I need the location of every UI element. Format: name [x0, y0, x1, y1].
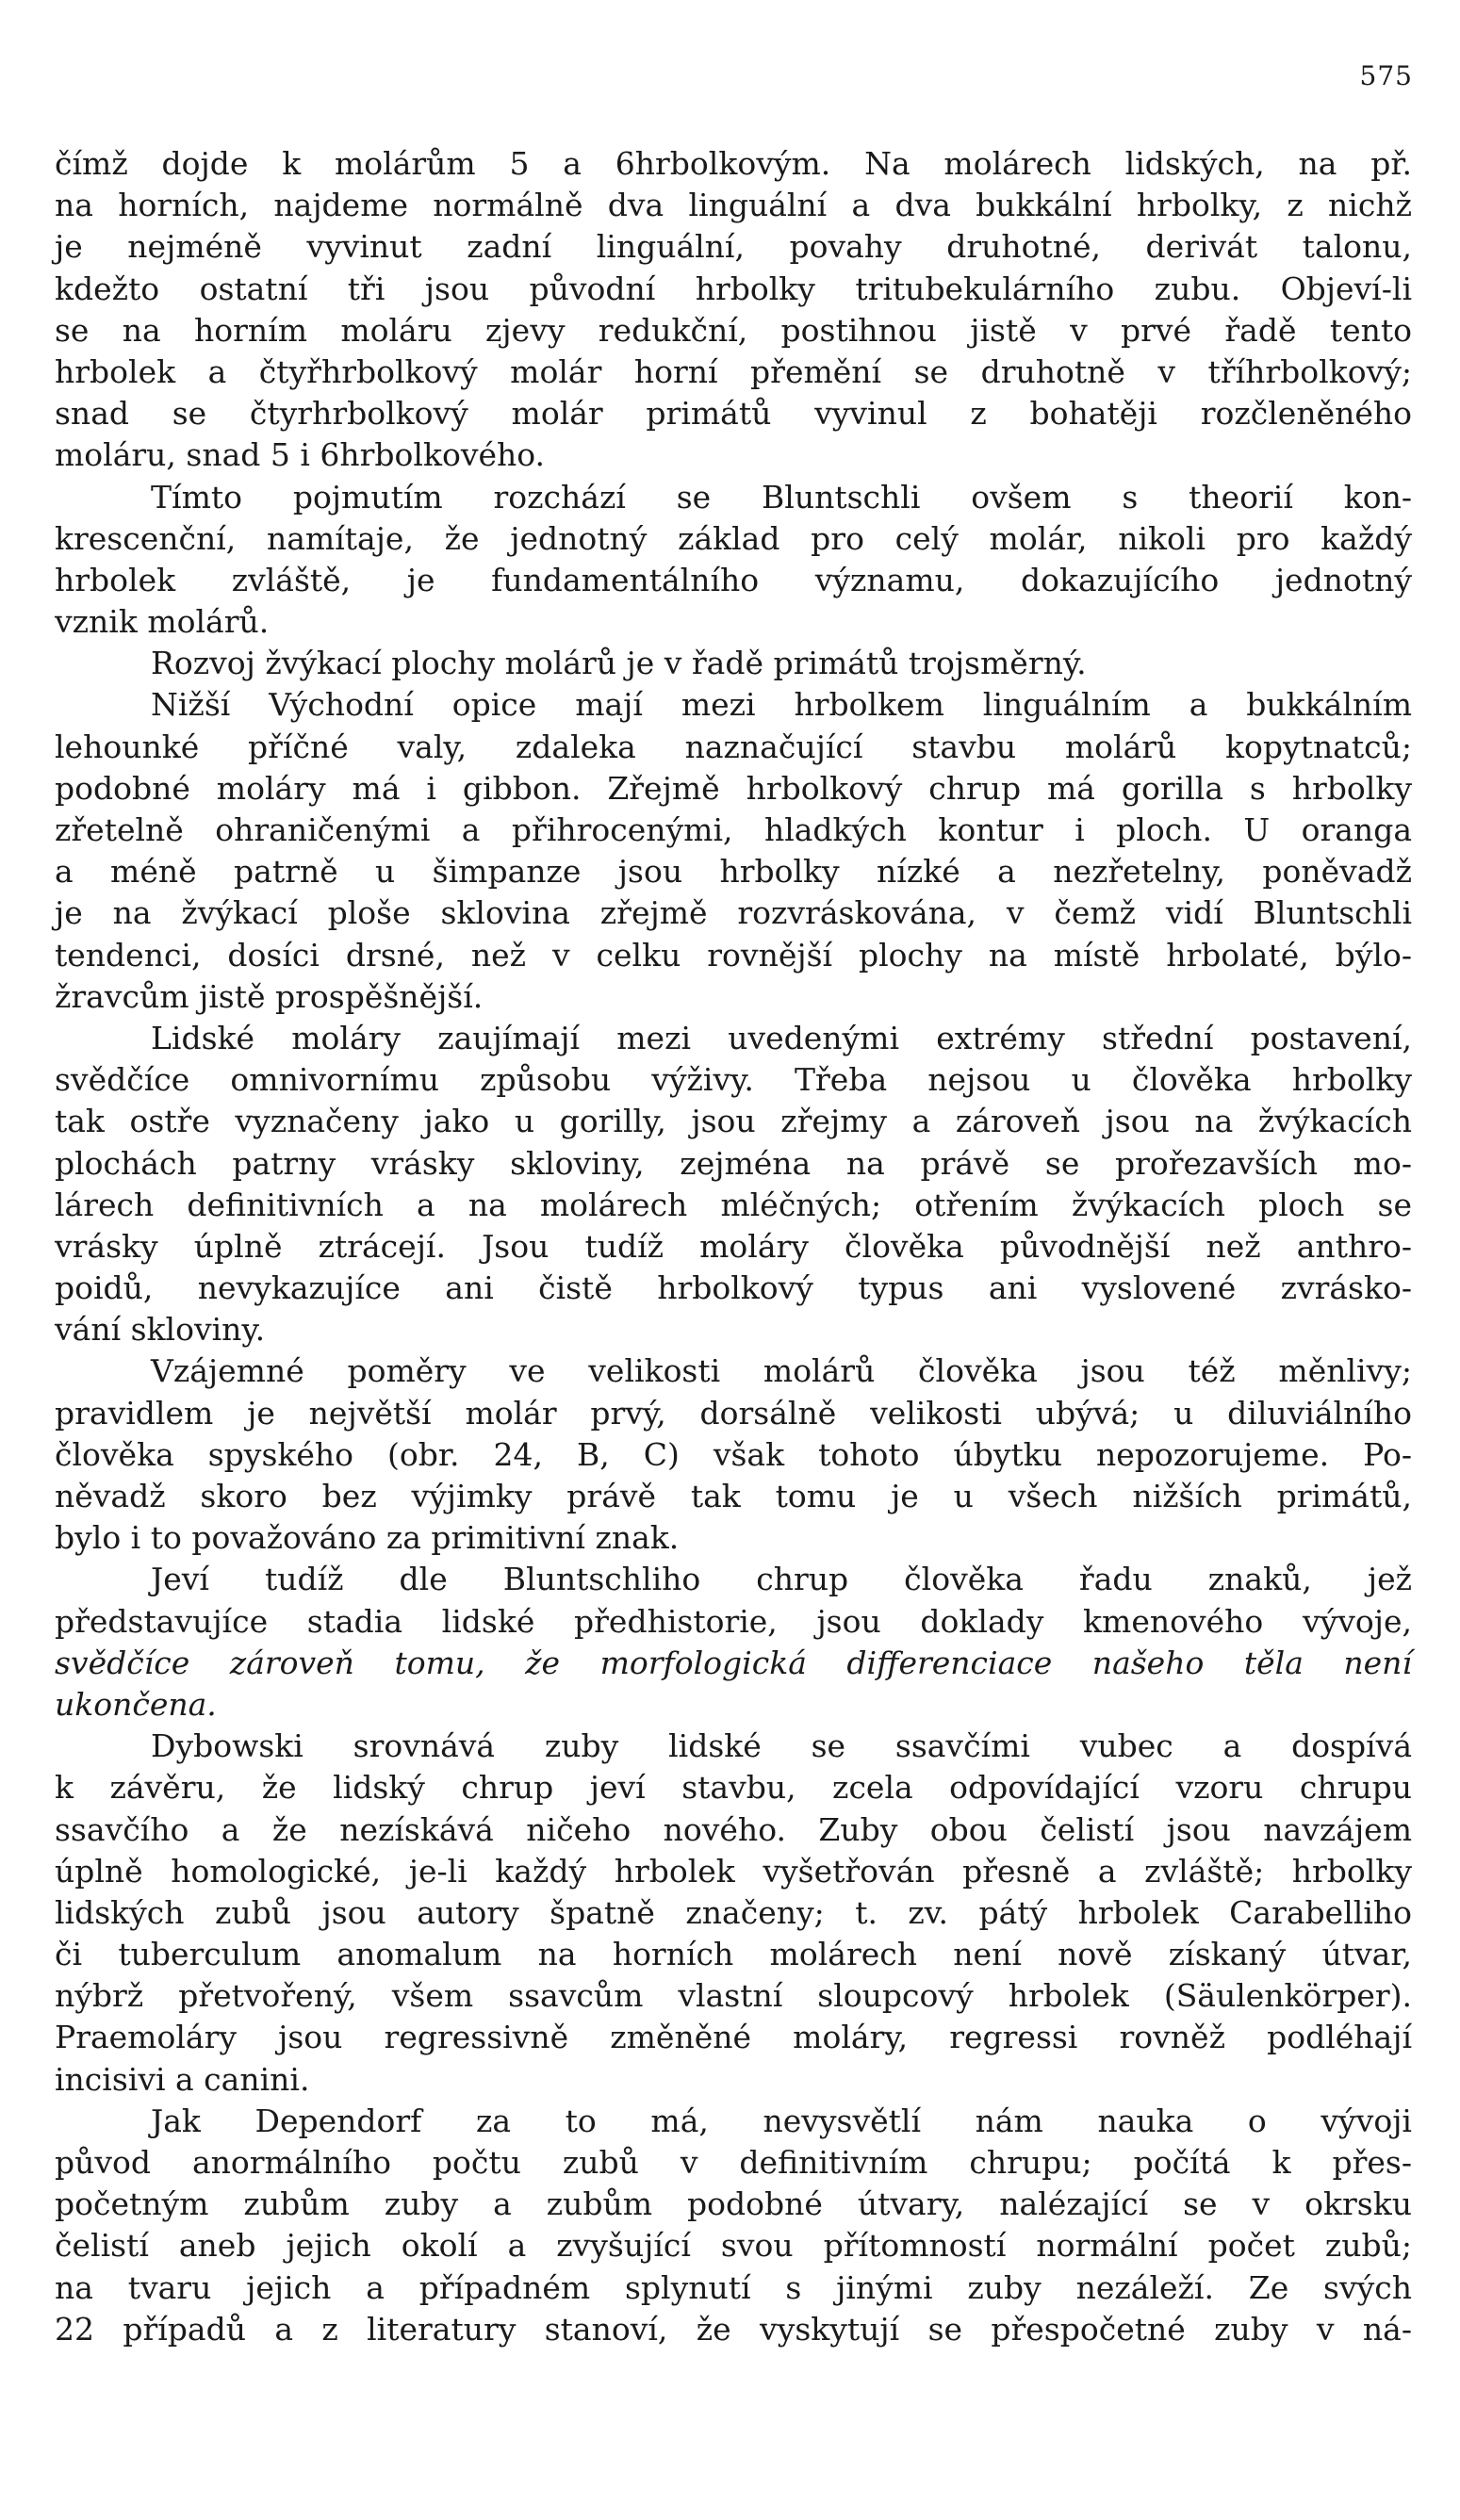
text-line: původ anormálního počtu zubů v definitivním chrupu; počítá k přes-	[55, 2144, 1412, 2181]
text-line: tak ostře vyznačeny jako u gorilly, jsou zřejmy a zároveň jsou na žvýkacích	[55, 1103, 1412, 1140]
text-line: hrbolek a čtyřhrbolkový molár horní přemění se druhotně v tříhrbolkový;	[55, 352, 1412, 390]
text-line: hrbolek zvláště, je fundamentálního významu, dokazujícího jednotný	[55, 561, 1412, 598]
text-line: Tímto pojmutím rozchází se Bluntschli ovšem s theorií kon-	[151, 478, 1412, 515]
text-line: zřetelně ohraničenými a přihrocenými, hladkých kontur i ploch. U oranga	[55, 811, 1412, 848]
paragraph	[55, 1018, 1412, 1351]
text-line: snad se čtyrhrbolkový molár primátů vyvinul z bohatěji rozčleněného	[55, 395, 1412, 433]
text-line: úplně homologické, je-li každý hrbolek vyšetřován přesně a zvláště; hrbolky	[55, 1852, 1412, 1890]
text-line: na tvaru jejich a případném splynutí s jinými zuby nezáleží. Ze svých	[55, 2268, 1412, 2306]
paragraph	[55, 2101, 1412, 2350]
text-line: početným zubům zuby a zubům podobné útvary, nalézající se v okrsku	[55, 2185, 1412, 2223]
page-number: 575	[1359, 60, 1413, 91]
text-line: pravidlem je největší molár prvý, dorsálně velikosti ubývá; u diluviálního	[55, 1394, 1412, 1432]
text-line: svědčíce omnivornímu způsobu výživy. Třeba nejsou u člověka hrbolky	[55, 1061, 1412, 1099]
text-line: Lidské moláry zaujímají mezi uvedenými extrémy střední postavení,	[151, 1019, 1412, 1056]
paragraph	[55, 1559, 1412, 1726]
text-line: tendenci, dosíci drsné, než v celku rovnější plochy na místě hrbolaté, býlo-	[55, 936, 1412, 974]
paragraph	[55, 1726, 1412, 2101]
text-line: lárech definitivních a na molárech mléčných; otřením žvýkacích ploch se	[55, 1186, 1412, 1223]
text-line: Jak Dependorf za to má, nevysvětlí nám nauka o vývoji	[151, 2102, 1412, 2139]
text-line: Rozvoj žvýkací plochy molárů je v řadě primátů trojsměrný.	[151, 645, 1087, 682]
paragraph	[55, 143, 1412, 477]
text-line: lidských zubů jsou autory špatně značeny; t. zv. pátý hrbolek Carabelliho	[55, 1893, 1412, 1931]
text-line: Dybowski srovnává zuby lidské se ssavčími vubec a dospívá	[151, 1727, 1412, 1765]
text-line: Jeví tudíž dle Bluntschliho chrup člověka řadu znaků, jež	[151, 1561, 1412, 1598]
text-line: něvadž skoro bez výjimky právě tak tomu je u všech nižších primátů,	[55, 1478, 1412, 1514]
text-line: kdežto ostatní tři jsou původní hrbolky tritubekulárního zubu. Objeví-li	[55, 270, 1412, 307]
text-line: nýbrž přetvořený, všem ssavcům vlastní sloupcový hrbolek (Säulenkörper).	[55, 1977, 1412, 2015]
text-line: ssavčího a že nezískává ničeho nového. Zuby obou čelistí jsou navzájem	[55, 1810, 1412, 1848]
text-line: svědčíce zároveň tomu, že morfologická differenciace našeho těla není	[55, 1644, 1412, 1681]
paragraph	[55, 643, 1412, 684]
text-line: vání skloviny.	[55, 1311, 266, 1349]
text-line: ukončena.	[55, 1685, 217, 1723]
text-line: Nižší Východní opice mají mezi hrbolkem linguálním a bukkálním	[151, 686, 1412, 724]
text-line: poidů, nevykazujíce ani čistě hrbolkový typus ani vyslovené zvrásko-	[55, 1269, 1412, 1307]
text-line: či tuberculum anomalum na horních molárech není nově získaný útvar,	[55, 1936, 1412, 1973]
text-line: je na žvýkací ploše sklovina zřejmě rozvráskována, v čemž vidí Bluntschli	[55, 894, 1412, 932]
text-line: je nejméně vyvinut zadní linguální, povahy druhotné, derivát talonu,	[55, 228, 1412, 266]
text-line: bylo i to považováno za primitivní znak.	[55, 1519, 680, 1557]
text-line: představujíce stadia lidské předhistorie, jsou doklady kmenového vývoje,	[55, 1602, 1412, 1640]
text-line: Vzájemné poměry ve velikosti molárů člověka jsou též měnlivy;	[151, 1352, 1412, 1390]
text-line: moláru, snad 5 i 6hrbolkového.	[55, 436, 546, 474]
text-line: plochách patrny vrásky skloviny, zejména na právě se prořezavších mo-	[55, 1144, 1412, 1182]
text-line: na horních, najdeme normálně dva linguální a dva bukkální hrbolky, z nichž	[55, 187, 1412, 224]
text-line: krescenční, namítaje, že jednotný základ pro celý molár, nikoli pro každý	[55, 519, 1412, 557]
text-line: a méně patrně u šimpanze jsou hrbolky nízké a nezřetelny, poněvadž	[55, 853, 1412, 891]
text-line: Praemoláry jsou regressivně změněné moláry, regressi rovněž podléhají	[55, 2019, 1412, 2056]
paragraph	[55, 477, 1412, 644]
text-line: se na horním moláru zjevy redukční, postihnou jistě v prvé řadě tento	[55, 311, 1412, 349]
text-line: vznik molárů.	[55, 603, 270, 641]
text-line: 22 případů a z literatury stanoví, že vyskytují se přespočetné zuby v ná-	[55, 2310, 1412, 2348]
text-line: čelistí aneb jejich okolí a zvyšující svou přítomností normální počet zubů;	[55, 2227, 1412, 2265]
paragraph	[55, 1350, 1412, 1559]
text-line: vrásky úplně ztrácejí. Jsou tudíž moláry člověka původnější než anthro-	[55, 1227, 1412, 1265]
paragraph	[55, 684, 1412, 1018]
text-line: lehounké příčné valy, zdaleka naznačující stavbu molárů kopytnatců;	[55, 728, 1412, 765]
text-line: incisivi a canini.	[55, 2060, 310, 2098]
text-line: k závěru, že lidský chrup jeví stavbu, zcela odpovídající vzoru chrupu	[55, 1769, 1412, 1807]
body-text	[55, 143, 1412, 2350]
text-line: čímž dojde k molárům 5 a 6hrbolkovým. Na molárech lidských, na př.	[55, 145, 1412, 182]
text-line: žravcům jistě prospěšnější.	[55, 977, 484, 1015]
text-line: podobné moláry má i gibbon. Zřejmě hrbolkový chrup má gorilla s hrbolky	[55, 769, 1412, 807]
text-line: člověka spyského (obr. 24, B, C) však tohoto úbytku nepozorujeme. Po-	[55, 1435, 1412, 1473]
